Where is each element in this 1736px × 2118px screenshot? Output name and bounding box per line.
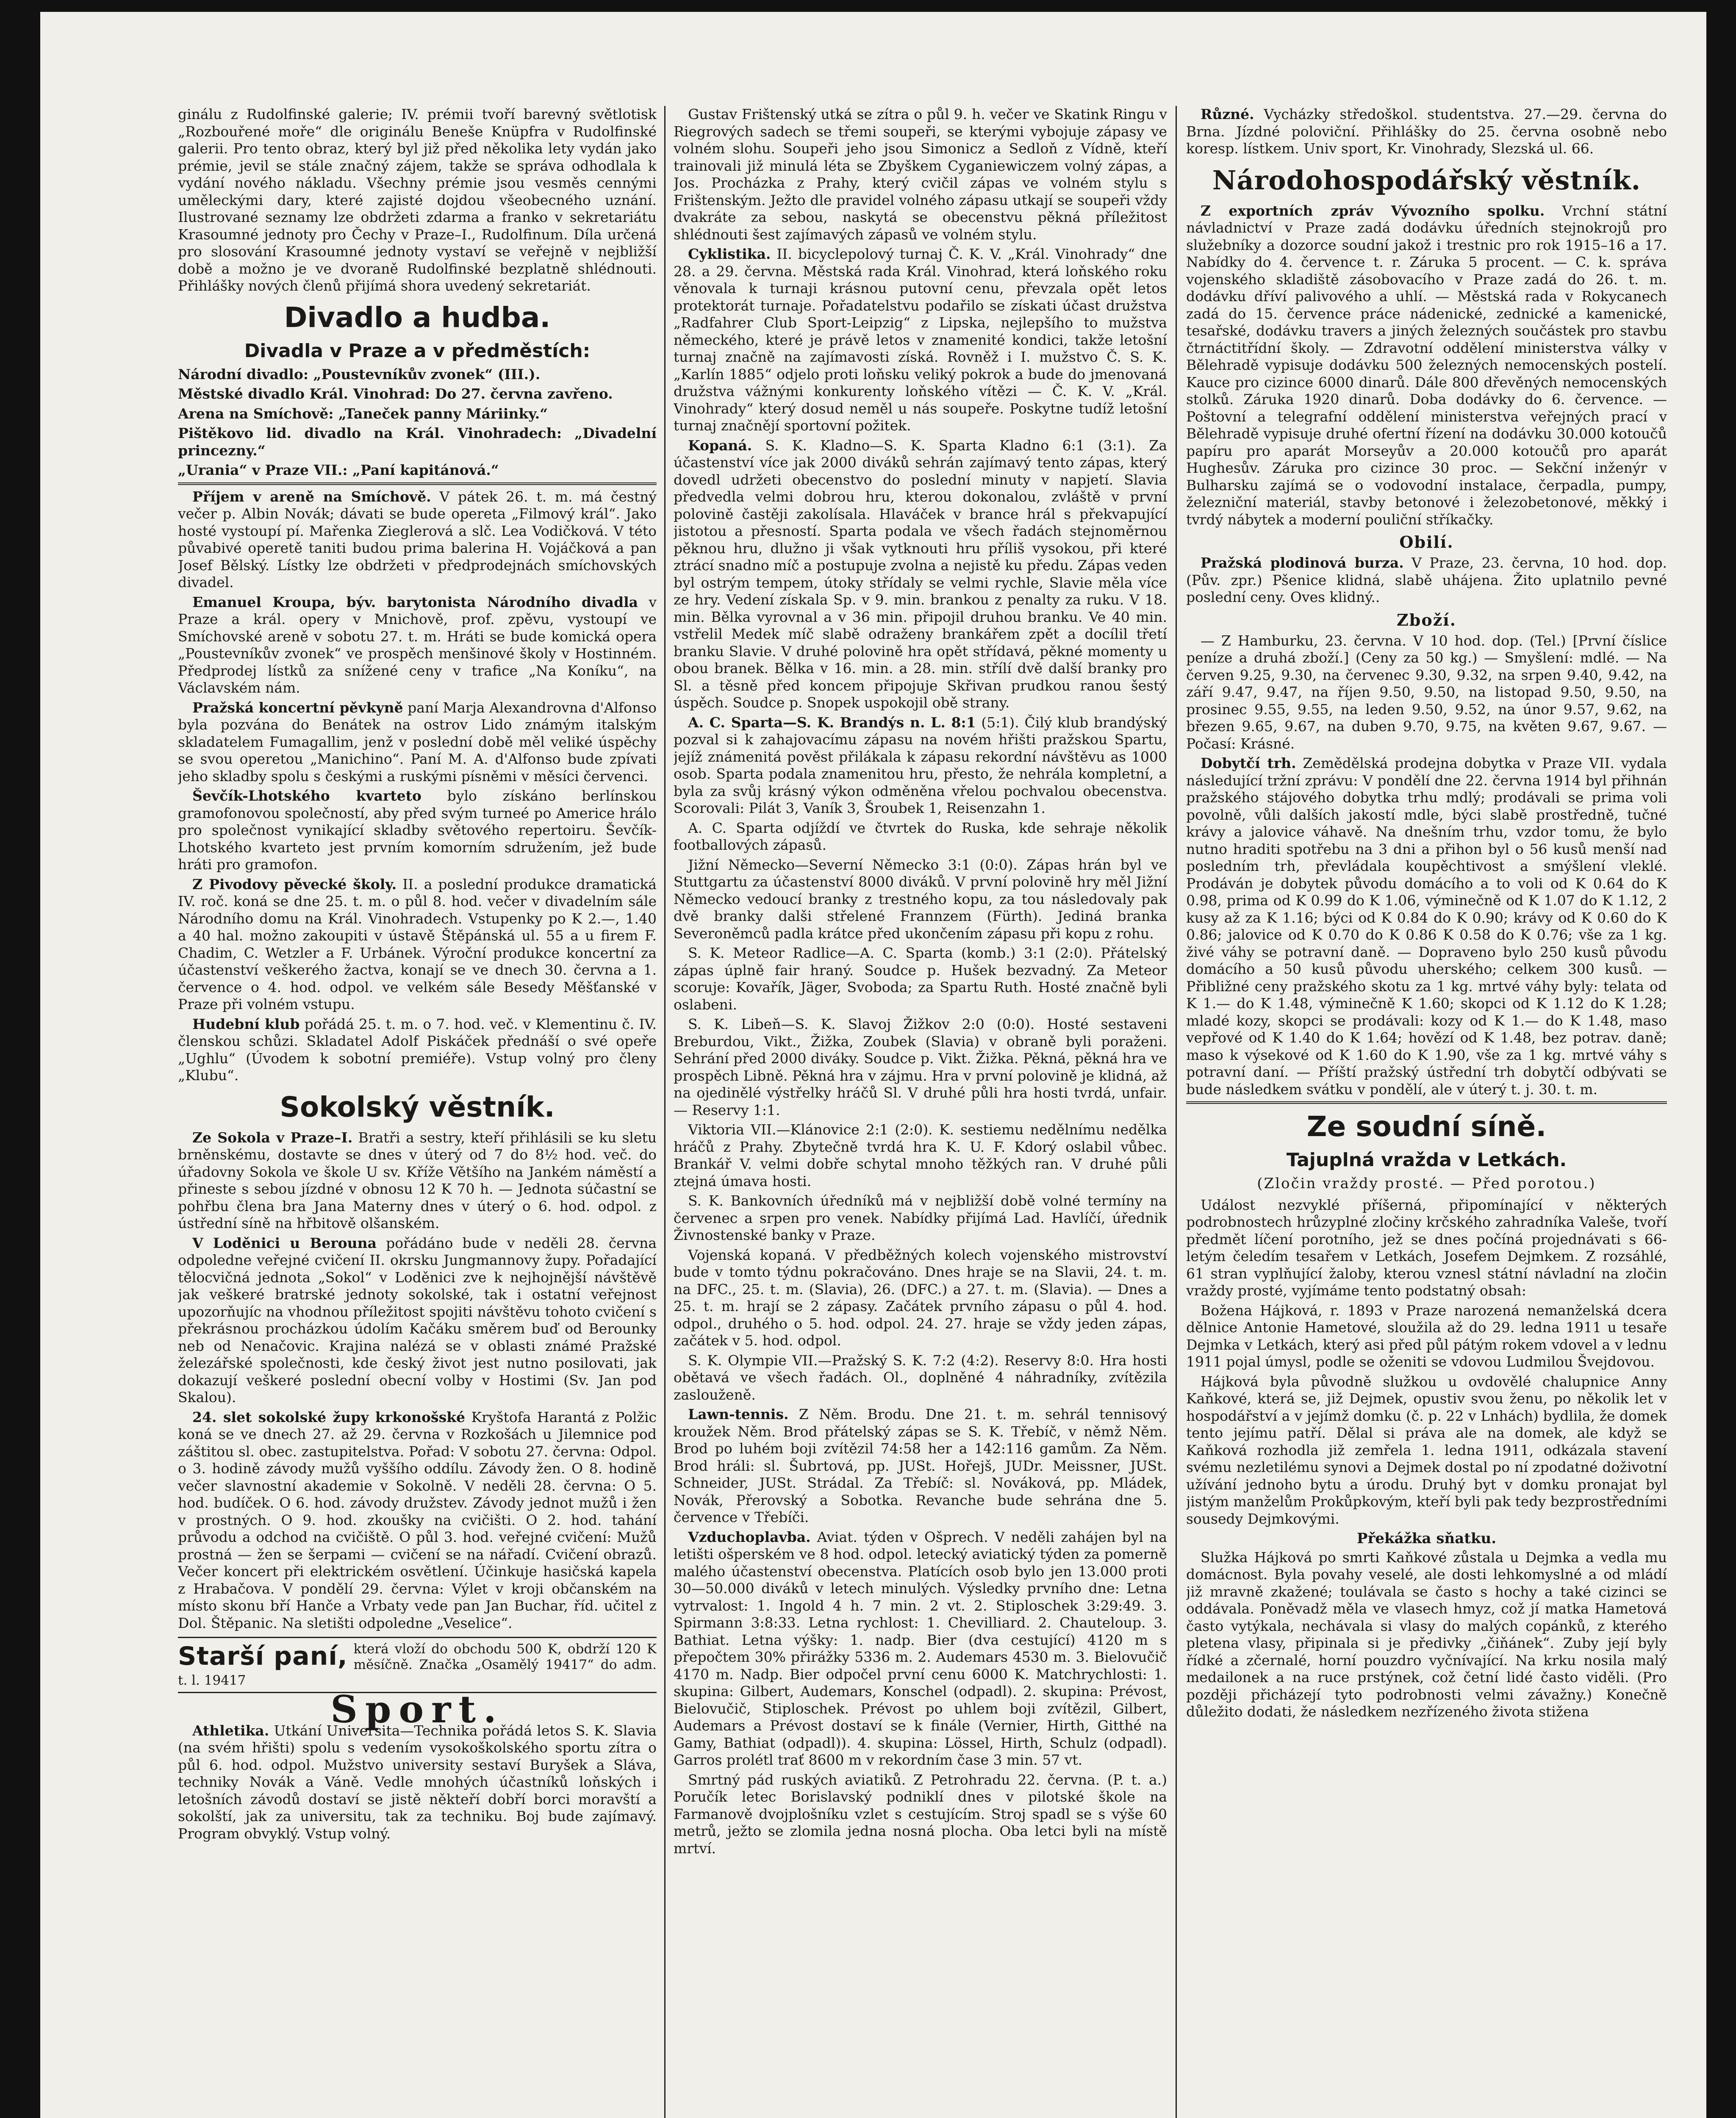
- article-text: II. bicyclepolový turnaj Č. K. V. „Král. Vinohrady“ dne 28. a 29. června. Městská rada Král. Vinohrad, která loňského roku věnovala k turnaji krásnou putovní cenu, převzala opět letos protektorát turnaje. Pořadatelstvu podařilo se získati účast družstva „Radfahrer Club Sport-Leipzig“ z Lipska, nejlepšího to mužstva německého, které je právě letos v znamenité kondici, takže letošní turnaj značně na zajímavosti získá. Rovněž i I. mužstvo Č. S. K. „Karlín 1885“ odjelo proti loňsku veliký pokrok a bude do jmenovaná družstva vážnými konkurenty loňského vítězi — Č. K. V. „Král. Vinohrady“ který dosud neměl u nás soupeře. Poskytne tudíž letošní turnaj značnějí sportovní požitek.: [674, 246, 1167, 434]
- article-title: Ze Sokola v Praze–I.: [192, 1129, 353, 1146]
- article: [178, 876, 657, 1013]
- article-title: Z Pivodovy pěvecké školy.: [192, 876, 397, 893]
- column-middle: [674, 106, 1167, 2118]
- court-article-title: Tajuplná vražda v Letkách.: [1286, 1149, 1567, 1171]
- article: [178, 699, 657, 785]
- article: [674, 246, 1167, 435]
- article: [674, 714, 1167, 817]
- article-text: Božena Hájková, r. 1893 v Praze narozená nemanželská dcera dělnice Antonie Hametové, sloužila až do 29. ledna 1911 u tesaře Dejmka v Letkách, který asi před půl pátým rokem vdovel a v lednu 1911 pojal úmysl, podle se oženiti se vdovou Ludmilou Švejdovou.: [1186, 1302, 1667, 1370]
- article: [178, 787, 657, 873]
- article-title: Dobytčí trh.: [1201, 755, 1296, 771]
- article: [674, 1121, 1167, 1190]
- theatre-listing: Městské divadlo Král. Vinohrad: Do 27. června zavřeno.: [178, 385, 613, 402]
- article-text: Služka Hájková po smrti Kaňkové zůstala u Dejmka a vedla mu domácnost. Byla povahy veselé, ale dosti lehkomyslné a od mládí již mravně zkažené; toulávala se často s hochy a také cizinci se oddávala. Poněvadž měla ve vlasech hmyz, což jí matka Hametová často vytýkala, nechávala si vlasy do malých copánků, z kterého pletena vlasy, připinala si je předivky „čiňánek“. Zuby její byly řídké a zčernalé, horní pouzdro vyčnívající. Na krku nosila malý medailonek a na ruce prstýnek, což četní lidé často viděli. (Pro později přicházejí tyto podrobnosti velmi závažny.) Konečně důležito dodati, že následkem nezřízeného života stižena: [1186, 1549, 1667, 1720]
- article-text: Hájková byla původně služkou u ovdovělé chalupnice Anny Kaňkové, která se, již Dejmek, opustiv svou ženu, po několik let v hospodářství a v jejímž domku (č. p. 22 v Lnhách) bydlila, že domek tento jejímu patří. Dělal si práva ale na domek, ale když se Kaňková rozhodla již zemřela 1. ledna 1911, odkázala stavení svému nezletilému synovi a Dejmek dostal po ní zpodatné doživotní užívání jednoho bytu a úrodu. Druhý byt v domku pronajat byl jistým manželům Prokůpkovým, kteří byli pak tedy bezprostředními sousedy Dejmkovými.: [1186, 1373, 1667, 1527]
- article-text: II. a poslední produkce dramatická IV. roč. koná se dne 25. t. m. o půl 8. hod. večer v divadelním sále Národního domu na Král. Vinohradech. Vstupenky po K 2.—, 1.40 a 40 hal. možno zakoupiti v ústavě Štěpánská ul. 55 a u firem F. Chadim, C. Wetzler a F. Urbánek. Výroční produkce koncertní za účastenství veškerého žactva, konají se ve dnech 30. června a 1. července o 4. hod. odpol. ve velkém sále Besedy Měšťanské v Praze při volném vstupu.: [178, 876, 657, 1012]
- article: [674, 1016, 1167, 1119]
- article-title: Z exportních zpráv Vývozního spolku.: [1201, 202, 1545, 219]
- article-text: Zemědělská prodejna dobytka v Praze VII. vydala následující tržní zprávu: V pondělí dne 22. června 1914 byl přihnán pražského stájového dobytka trhu mdlý; prodávali se prima voli povolně, vůli dalších jakostí mdle, býci slabě prostředně, tučné krávy a jalovice váhavě. Na dnešním trhu, vzdor tomu, že bylo nutno hraditi spotřebu na 3 dni a přihon byl o 56 kusů menší nad posledním trh, převládala koupěchtivost a smýšlení vleklé. Prodáván je dobytek původu domácího a to voli od K 0.64 do K 0.98, prima od K 0.99 do K 1.06, výminečně od K 1.07 do K 1.12, 2 kusy až za K 1.16; býci od K 0.84 do K 0.90; krávy od K 0.60 do K 0.86; jalovice od K 0.70 do K 0.86 K 0.58 do K 0.76; vše za 1 kg. živé váhy se potravní daně. — Dopraveno bylo 250 kusů původu domácího a 50 kusů původu uherského; celkem 300 kusů. — Přibližné ceny pražského skotu za 1 kg. mrtvé váhy byly: telata od K 1.— do K 1.48, výminečně K 1.60; skopci od K 1.12 do K 1.28; mladé kozy, skopci se prodávali: kozy od K 1.— do K 1.48, maso vepřové od K 1.40 do K 1.64; hovězí od K 1.48, bez potrav. daně; maso k výsekové od K 1.60 do K 1.90, vše za 1 kg. mrtvé váhy s potravní daní. — Příští pražský ústřední trh dobytčí odbývati se bude následkem svátku v pondělí, ale v úterý t. j. 30. t. m.: [1186, 755, 1667, 1098]
- article-title: Athletika.: [192, 1722, 269, 1739]
- article-text: A. C. Sparta odjíždí ve čtvrtek do Ruska, kde sehraje několik footballových zápasů.: [674, 819, 1167, 853]
- article: [178, 1409, 657, 1632]
- article-text: Smrtný pád ruských aviatiků. Z Petrohradu 22. června. (P. t. a.) Poručík letec Borislavský podniklí dnes v pilotské škole na Farmanově dvojplošníku vzlet s cestujícím. Stroj spadl se s výše 60 metrů, ježto se zlomila jedna nosná plocha. Oba letci byli na místě mrtví.: [674, 1771, 1167, 1857]
- article: [178, 1235, 657, 1406]
- article-text: S. K. Meteor Radlice—A. C. Sparta (komb.) 3:1 (2:0). Přátelský zápas úplně fair hraný. Soudce p. Hušek bezvadný. Za Meteor scoruje: Kovařík, Jäger, Svoboda; za Spartu Ruth. Hosté značně byli oslabeni.: [674, 945, 1167, 1013]
- theatre-listing: „Urania“ v Praze VII.: „Paní kapitánová.“: [178, 462, 499, 478]
- article: [674, 1192, 1167, 1244]
- article-text: Viktoria VII.—Klánovice 2:1 (2:0). K. sestiemu nedělnímu nedělka hráčů z Prahy. Zbytečně tvrdá hra K. U. F. Kdorý oslabil vůbec. Brankář V. velmi dobře schytal mnoho těžkých ran. V druhé půli ztejná úmava hosti.: [674, 1121, 1167, 1189]
- article-title: Pražská plodinová burza.: [1201, 554, 1404, 571]
- article: [674, 1247, 1167, 1350]
- article: [1186, 202, 1667, 529]
- subheading-grain: Obilí.: [1399, 532, 1454, 552]
- article: [178, 594, 657, 697]
- scan-border-top: [0, 0, 1736, 12]
- article-title: Kopaná.: [688, 437, 752, 454]
- article: [674, 945, 1167, 1013]
- article-text: Vojenská kopaná. V předběžných kolech vojenského mistrovství bude v tomto týdnu pokračováno. Dnes hraje se na Slavii, 24. t. m. na DFC., 25. t. m. (Slavia), 26. (DFC.) a 27. t. m. (Slavia). — Dnes a 25. t. m. hrají se 2 zápasy. Začátek prvního zápasu o půl 4. hod. odpol., druhého o 5. hod. odpol. 24. 27. hraje se vždy jeden zápas, začátek v 5. hod. odpol.: [674, 1246, 1167, 1349]
- article-text: pořádá 25. t. m. o 7. hod. več. v Klementinu č. IV. členskou schůzi. Skladatel Adolf Piskáček přednáší o své opeře „Ughlu“ (Úvodem k sobotní premiéře). Vstup volný pro členy „Klubu“.: [178, 1015, 657, 1084]
- article: [1186, 755, 1667, 1098]
- ad-text: která vloží do obchodu 500 K, obdrží 120 K měsíčně. Značka „Osamělý 19417“ do adm. t. l. 19417: [178, 1641, 657, 1688]
- article-text: S. K. Bankovních úředníků má v nejbližší době volné termíny na červenec a srpen pro venek. Nabídky přijímá Lad. Havlíčí, úřednik Živnostenské banky v Praze.: [674, 1192, 1167, 1243]
- article-text: — Z Hamburku, 23. června. V 10 hod. dop. (Tel.) [První číslice peníze a druhá zboží.] (Ceny za 50 kg.) — Smyšlení: mdlé. — Na červen 9.25, 9.30, na červenec 9.30, 9.32, na srpen 9.40, 9.42, na září 9.47, 9.47, na říjen 9.50, 9.50, na listopad 9.50, 9.50, na prosinec 9.55, 9.55, na leden 9.50, 9.52, na únor 9.57, 9.62, na březen 9.65, 9.67, na duben 9.70, 9.75, na květen 9.67, 9.67. — Počasí: Krásné.: [1186, 632, 1667, 752]
- article-title: V Loděnici u Berouna: [192, 1234, 377, 1251]
- article: [674, 1352, 1167, 1404]
- article: [674, 1771, 1167, 1857]
- article-text: Z Něm. Brodu. Dne 21. t. m. sehrál tennisový kroužek Něm. Brod přátelský zápas se S. K. Třebíč, v němž Něm. Brod po luhém boji zvítězil 74:58 her a 142:116 gamům. Za Něm. Brod hráli: sl. Šubrtová, pp. JUSt. Hořejš, JUDr. Meissner, JUSt. Schneider, JUSt. Strádal. Za Třebíč: sl. Nováková, pp. Mládek, Novák, Přerovský a Sobotka. Revanche bude sehrána dne 5. července v Třebíči.: [674, 1406, 1167, 1525]
- article-text: pořádáno bude v neděli 28. června odpoledne veřejné cvičení II. okrsku Jungmannovy župy. Pořadající tělocvičná jednota „Sokol“ v Loděnici zve k nejhojnější návštěvě jak veškeré bratrské jednoty sokolské, tak i ostatní veřejnost upozorňujíc na vhodnou příležitost spojiti návštěvu tohoto cvičení s překrásnou procházkou údolím Kačáku směrem buď od Berounky neb od Nenačovic. Krajina nalézá se v oblasti známé Pražské železářské společnosti, kde český život jest nutno posilovati, jak dokazují veškeré poslední obecní volby v Hostimi (Sv. Jan pod Skalou).: [178, 1234, 657, 1406]
- article: [178, 1016, 657, 1084]
- article-text: Vycházky středoškol. studentstva. 27.—29. června do Brna. Jízdné poloviční. Přihlášky do 25. června osobně nebo koresp. lístkem. Univ sport, Kr. Vinohrady, Slezská ul. 66.: [1186, 106, 1667, 157]
- article: [178, 1722, 657, 1843]
- column-rule-1: [664, 106, 666, 2118]
- article-text: Gustav Frištenský utká se zítra o půl 9. h. večer ve Skatink Ringu v Riegrových sadech se třemi soupeři, se kterými vybojuje zápasy ve volném slohu. Soupeři jeho jsou Simonicz a Sedloň z Vídně, kteří trainovali již minulá léta se Zbyškem Cyganiewiczem volný zápas, a Jos. Procházka z Prahy, který cvičil zápas ve volném stylu s Frištenským. Ježto dle pravidel volného zápasu utkají se soupeři vždy dvakráte za sebou, naskytá se obecenstvu pěkná příležitost shlédnouti šest zajímavých zápasů ve volném stylu.: [674, 106, 1167, 243]
- theatre-listing: Pištěkovo lid. divadlo na Král. Vinohradech: „Divadelní princezny.“: [178, 425, 657, 459]
- subheading-goods: Zboží.: [1397, 610, 1456, 629]
- article-text: Jižní Německo—Severní Německo 3:1 (0:0). Zápas hrán byl ve Stuttgartu za účastenství 8000 diváků. V první polovině hry měl Jižní Německo vedoucí branky z trestného kopu, za tou následovaly pak dvě branky dalši střelené Frannzem (Fürth). Jediná branka Severoněmců padla krátce před ukončením zápasu při kopu z rohu.: [674, 856, 1167, 942]
- article: [674, 437, 1167, 712]
- section-heading-sokol: Sokolský věstník.: [280, 1090, 555, 1123]
- article-title: Pražská koncertní pěvkyně: [192, 699, 403, 716]
- court-subheading: Překážka sňatku.: [1356, 1530, 1497, 1547]
- article-text: Událost nezvyklé příšerná, připomínající v některých podrobnostech hrůzyplné zločiny krčského zahradníka Valeše, tvoří předmět líčení porotního, jež se dnes počíná projednávati s 66-letým čeledím tesařem v Letkách, Josefem Dejmkem. Z rozsáhlé, 61 stran vyplňující žaloby, kterou vznesl státní návladní na zločin vraždy prosté, vyjímáme tento podstatný obsah:: [1186, 1196, 1667, 1299]
- article: [1186, 554, 1667, 606]
- article: [674, 820, 1167, 854]
- article: [178, 1129, 657, 1232]
- court-article-subtitle: (Zločin vraždy prosté. — Před porotou.): [1257, 1175, 1596, 1192]
- art-intro: ginálu z Rudolfinské galerie; IV. prémii tvoří barevný světlotisk „Rozbouřené moře“ dle originálu Beneše Knüpfra v Rudolfinské galerii. Pro tento obraz, který byl již před několika lety vydán jako prémie, jevil se stále značný zájem, takže se správa odhodlala k vydání nového nákladu. Všechny prémie jsou vesměs cennými uměleckými dary, které zajisté dojdou všeobecného uznání. Ilustrované seznamy lze obdržeti zdarma a franko v sekretariátu Krasoumné jednoty pro Čechy v Praze–I., Rudolfinum. Díla určená pro slosování Krasoumné jednoty vystaví se veřejně v nejbližší době a možno je ve dvoraně Rudolfinské bezplatně shlédnouti. Přihlášky nových členů přijímá shora uvedený sekretariát.: [178, 106, 657, 294]
- article-text: Bratři a sestry, kteří přihlásili se ku sletu brněnskému, dostavte se dnes v úterý od 7 do 8½ hod. več. do úřadovny Sokola ve škole U sv. Kříže Většího na Jankém náměstí a přineste s sebou jízdné v obnosu 12 K 70 h. — Jednota súčastní se pohřbu člena bra Jana Materny dnes v úterý o 6. hod. odpol. z ústřední síně na hřbitově olšanském.: [178, 1129, 657, 1231]
- theatre-listing: Národní divadlo: „Poustevníkův zvonek“ (III.).: [178, 366, 541, 383]
- article: [674, 1406, 1167, 1526]
- article: [674, 106, 1167, 243]
- article-title: Hudební klub: [192, 1015, 300, 1032]
- divider: [1186, 1101, 1667, 1104]
- article-text: (5:1). Čilý klub brandýský pozval si k zahajovacímu zápasu na novém hřišti pražskou Spartu, jejíž známenitá pověst přilákala k zápasu rekordní návštěvu as 1000 osob. Sparta podala znamenitou hru, přesto, že nehrála kompletní, a byla za svůj krásný výkon odměněna vřelou pochvalou obecenstva. Scorovali: Pilát 3, Vaník 3, Šroubek 1, Reisenzahn 1.: [674, 714, 1167, 816]
- article: [1186, 106, 1667, 158]
- article-text: v Praze a král. opery v Mnichově, prof. zpěvu, vystoupí ve Smíchovské areně v sobotu 27. t. m. Hráti se bude komická opera „Poustevníkův zvonek“ ve prospěch menšinové školy v Hostinném. Předprodej lístků za snížené ceny v trafice „Na Koníku“, na Václavském nám.: [178, 593, 657, 696]
- ad-headline: Starší paní,: [178, 1641, 348, 1671]
- article-text: V Praze, 23. června, 10 hod. dop. (Pův. zpr.) Pšenice klidná, slabě uhájena. Žito uplatnilo pevné poslední ceny. Oves klidný..: [1186, 554, 1667, 605]
- article: [674, 1529, 1167, 1769]
- article-text: bylo získáno berlínskou gramofonovou společností, aby před svým turneé po Americe hrálo pro společnost vynikající skladby světového repertoiru. Ševčík-Lhotského kvarteto jest prvním komorním sdružením, jež bude hráti pro gramofon.: [178, 787, 657, 873]
- article-text: paní Marja Alexandrovna d'Alfonso byla pozvána do Benátek na ostrov Lido známým italským skladatelem Fumagallim, jenž v poslední době měl veliké úspěchy se svou operetou „Manichino“. Paní M. A. d'Alfonso bude zpívati jeho skladby spolu s českými a ruskými písněmi v měsíci červenci.: [178, 699, 657, 785]
- article: [674, 857, 1167, 943]
- divider: [178, 482, 657, 485]
- section-heading-court: Ze soudní síně.: [1306, 1110, 1547, 1143]
- section-heading-sport: Sport.: [330, 1687, 504, 1731]
- article-title: Vzduchoplavba.: [688, 1528, 811, 1545]
- article-title: 24. slet sokolské župy krkonošské: [192, 1408, 466, 1425]
- article-title: Lawn-tennis.: [688, 1406, 789, 1422]
- column-left: [178, 106, 657, 2118]
- classified-ad: [178, 1637, 657, 1693]
- article-text: Kryštofa Harantá z Polžic koná se ve dnech 27. až 29. června v Rozkošách u Jilemnice pod záštitou sl. obec. zastupitelstva. Pořad: V sobotu 27. června: Odpol. o 3. hodině závody mužů vyššího oddílu. Závody žen. O 8. hodině večer slavnostní akademie v Sokolně. V neděli 28. června: O 5. hod. budíček. O 6. hod. závody družstev. Závody jednot mužů i žen v prostných. O 9. hod. zkoušky na cvičišti. O 2. hod. tahání průvodu a odchod na cvičiště. O půl 3. hod. veřejné cvičení: Mužů prostná — žen se šerpami — cvičení se na nářadí. Cvičení obrazů. Večer koncert při elektrickém osvětlení. Účinkuje hasičská kapela z Hrabačova. V pondělí 29. června: Výlet v kroji občanském na místo skonu bří Hanče a Vrbaty vede pan Jan Buchar, říd. učitel z Dol. Štěpanic. Na sletišti odpoledne „Veselice“.: [178, 1408, 657, 1631]
- article-title: A. C. Sparta—S. K. Brandýs n. L. 8:1: [688, 714, 976, 731]
- article-text: Utkání Universita—Technika pořádá letos S. K. Slavia (na svém hřišti) spolu s vedením vysokoškolského sportu zítra o půl 6. hod. odpol. Mužstvo university sestaví Buryšek a Sláva, techniky Novák a Váně. Vedle mnohých účastníků loňských i letošních závodů dostaví se jistě někteří dobří borci moravští a sokolští, jak za universitu, tak za techniku. Boj bude zajímavý. Program obvyklý. Vstup volný.: [178, 1722, 657, 1842]
- column-right: [1186, 106, 1667, 2118]
- article-text: S. K. Olympie VII.—Pražský S. K. 7:2 (4:2). Reservy 8:0. Hra hosti obětavá ve všech řadách. Ol., doplněné 4 náhradníky, zvítězila zaslouženě.: [674, 1352, 1167, 1403]
- section-heading-theatre: Divadlo a hudba.: [284, 301, 551, 334]
- scan-border-right: [1706, 0, 1736, 2118]
- article-title: Příjem v areně na Smíchově.: [192, 488, 431, 505]
- article-title: Ševčík-Lhotského kvarteto: [192, 787, 422, 804]
- article-title: Emanuel Kroupa, býv. barytonista Národního divadla: [192, 593, 638, 610]
- article-text: Vrchní státní návladnictví v Praze zadá dodávku úředních stejnokrojů pro služebníky a dozorce soudní jakož i trestnic pro rok 1915–16 a 17. Nabídky do 4. července t. r. Záruka 5 procent. — C. k. správa vojenského skladiště zásobovacího v Praze zadá do 26. t. m. dodávku dříví palivového a uhlí. — Městská rada v Rokycanech zadá do 15. července práce nádenické, zednické a kamenické, tesařské, dodávku travers a jiných železných součástek pro stavbu čtrnáctitřídní školy. — Zdravotní oddělení ministerstva války v Bělehradě vypisuje dodávku 500 železných nemocenských postelí. Kauce pro cizince 6000 dinarů. Dále 800 dřevěných nemocenských stolků. Záruka 1920 dinarů. Doba dodávky do 6. července. — Poštovní a telegrafní oddělení ministerstva veřejných prací v Bělehradě vypisuje druhé ofertní řízení na dodávku 30.000 kotoučů papíru pro aparát Morseyův a 20.000 kotoučů pro aparát Hughesův. Záruka pro cizince 30 proc. — Sekční inženýr v Bulharsku zajímá se o vodovodní instalace, čerpadla, pumpy, železniční materiál, stavby betonové i železobetonové, měkký i tvrdý nábytek a moderní pouliční stříkačky.: [1186, 202, 1667, 528]
- scan-border-left: [0, 0, 40, 2118]
- article: [178, 488, 657, 591]
- article-text: S. K. Kladno—S. K. Sparta Kladno 6:1 (3:1). Za účastenství více jak 2000 diváků sehrán zajímavý tento zápas, který dovedl udržeti obecenstvo do poslední minuty v napjetí. Slavia předvedla velmi dobrou hru, kterou dokonalou, zvláště v první polovině častěji zakolísala. Hlaváček v brance hrál s překvapující jistotou a přesností. Sparta podala ve všech řadách stejnoměrnou pěknou hru, dlužno ji však vytknouti hru příliš vysokou, při které ztrácí snadno míč a postupuje zvolna a nejistě ku předu. Zápas veden byl ostrým tempem, útoky střídaly se velmi rychle, Slavie měla více ze hry. Vedení získala Sp. v 9. min. brankou z penalty za ruku. V 18. min. Bělka vyrovnal a v 36 min. připojil druhou branku. Ve 40 min. vstřelil Medek míč slabě odraženy brankářem zpět a docílil třetí branku Slavie. V druhé polovině hra opět střídavá, pěkné momenty u obou branek. Bělka v 16. min. a 28. min. střílí dvě další branky pro Sl. a těsně před koncem připojuje Skřivan prudkou ranou šestý úspěch. Soudce p. Snopek uspokojil obě strany.: [674, 437, 1167, 711]
- article-text: V pátek 26. t. m. má čestný večer p. Albin Novák; dávati se bude opereta „Filmový král“. Jako hosté vystoupí pí. Mařenka Zieglerová a slč. Lea Vodičková. V této půvabivé operetě taniti budou prima balerina H. Vojáčková a pan Josef Bělský. Lístky lze obdržeti v předprodejnách smíchovských divadel.: [178, 488, 657, 590]
- section-heading-economy: Národohospodářský věstník.: [1212, 164, 1641, 196]
- article-text: Aviat. týden v Ošprech. V neděli zahájen byl na letišti ošperském ve 8 hod. odpol. letecký aviatický týden za pomerně malého účastenství obecenstva. Platících osob bylo jen 13.000 proti 30—50.000 diváků v letech minulých. Výsledky prvního dne: Letna vytrvalost: 1. Ingold 4 h. 7 min. 2 vt. 2. Stiploschek 3:29:49. 3. Spirmann 3:8:33. Letna rychlost: 1. Chevilliard. 2. Chauteloup. 3. Bathiat. Letna výšky: 1. nadp. Bier (dva cestující) 4120 m s přepočtem 30% přirážky 5336 m. 2. Audemars 4530 m. 3. Bielovučič 4170 m. Nadp. Bier odpočel první cenu 6000 K. Matchrychlosti: 1. skupina: Gilbert, Audemars, Konschel (odpadl). 2. skupina: Prévost, Bielovučič, Stiploschek. Prévost po uhlem boji zvítězil, Gilbert, Audemars a Prévost dostaví se k finále (Vernier, Hirth, Gitthé na Gamy, Bathiat (odpadl)). 4. skupina: Lössel, Hirth, Schulz (odpadl). Garros prolétl trať 8600 m v rekordním čase 3 min. 57 vt.: [674, 1528, 1167, 1768]
- theatre-listing: Arena na Smíchově: „Taneček panny Máriinky.“: [178, 405, 548, 422]
- article-title: Cyklistika.: [688, 246, 771, 262]
- article-text: S. K. Libeň—S. K. Slavoj Žižkov 2:0 (0:0). Hosté sestaveni Breburdou, Vikt., Žižka, Zoubek (Slavia) v obraně byli poraženi. Sehrání před 2000 diváky. Soudce p. Vikt. Žižka. Pěkná, pěkná hra ve prospěch Libně. Pěkná hra v zájmu. Hra v první polovině je klidná, až na ojedinělé výstřelky hráčů Sl. V druhé půli hra hosti tvrdá, unfair. — Reservy 1:1.: [674, 1016, 1167, 1118]
- article-title: Různé.: [1201, 106, 1254, 122]
- theatre-subheading: Divadla v Praze a v předměstích:: [244, 340, 591, 362]
- column-rule-2: [1176, 106, 1177, 2118]
